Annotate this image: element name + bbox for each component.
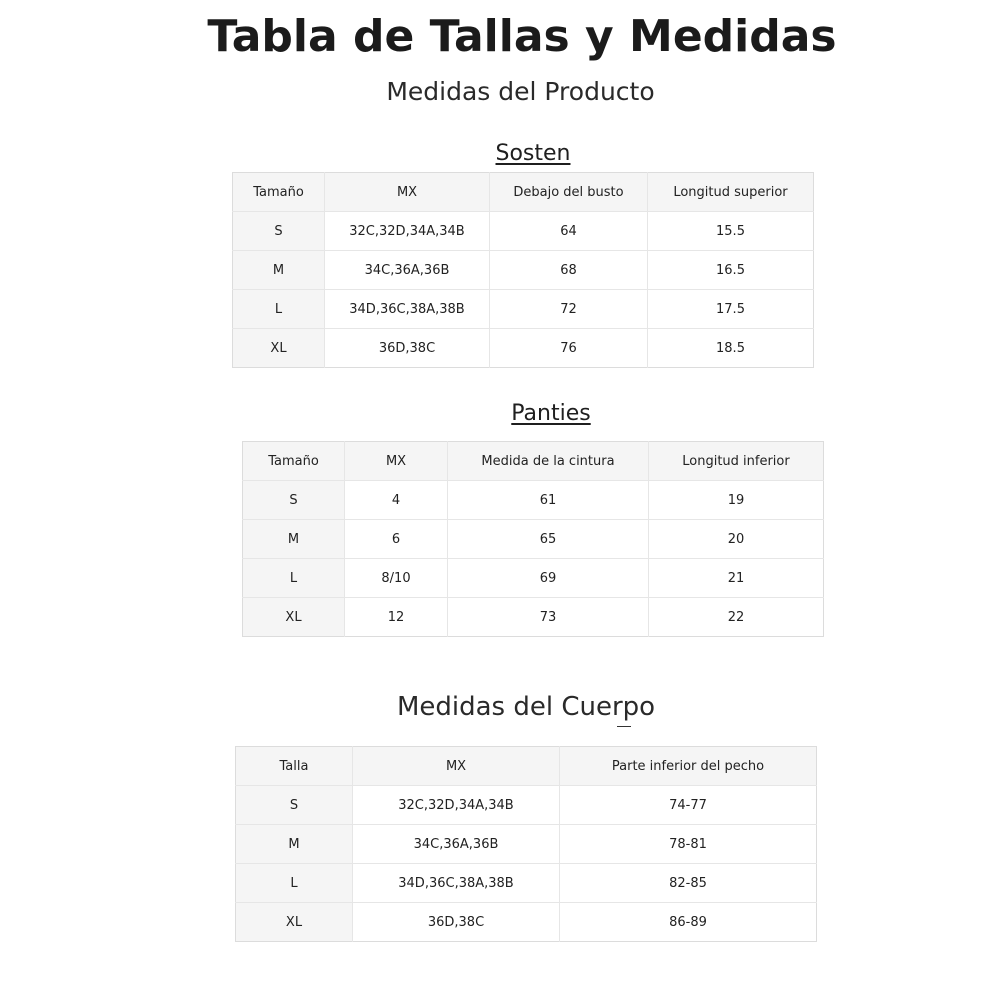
title-underline-mark <box>617 726 631 727</box>
table-row <box>233 251 814 290</box>
page-subtitle: Medidas del Producto <box>386 77 655 106</box>
mx-cell: 34C,36A,36B <box>325 251 490 290</box>
table-header-row <box>233 173 814 212</box>
table-header-row <box>243 442 824 481</box>
table-row <box>243 481 824 520</box>
waist-cell: 65 <box>448 520 649 559</box>
table-row <box>233 212 814 251</box>
table-row <box>233 329 814 368</box>
bra-section-title: Sosten <box>495 141 571 166</box>
mx-cell: 36D,38C <box>353 903 560 942</box>
mx-cell: 34D,36C,38A,38B <box>353 864 560 903</box>
size-cell: XL <box>236 903 353 942</box>
top-length-cell: 17.5 <box>648 290 814 329</box>
bottom-length-cell: 21 <box>649 559 824 598</box>
column-header-underbust: Debajo del busto <box>490 173 648 212</box>
mx-cell: 4 <box>345 481 448 520</box>
underbust-cell: 68 <box>490 251 648 290</box>
column-header-mx: MX <box>353 747 560 786</box>
bottom-length-cell: 20 <box>649 520 824 559</box>
top-length-cell: 15.5 <box>648 212 814 251</box>
panties-size-table <box>242 441 824 637</box>
mx-cell: 6 <box>345 520 448 559</box>
size-cell: XL <box>243 598 345 637</box>
table-header-row <box>236 747 817 786</box>
size-cell: XL <box>233 329 325 368</box>
column-header-bottom-length: Longitud inferior <box>649 442 824 481</box>
mx-cell: 32C,32D,34A,34B <box>353 786 560 825</box>
bra-size-table <box>232 172 814 368</box>
size-cell: L <box>236 864 353 903</box>
column-header-size: Talla <box>236 747 353 786</box>
size-cell: L <box>243 559 345 598</box>
mx-cell: 12 <box>345 598 448 637</box>
column-header-waist: Medida de la cintura <box>448 442 649 481</box>
table-row <box>236 903 817 942</box>
waist-cell: 73 <box>448 598 649 637</box>
underbust-cell: 76 <box>490 329 648 368</box>
size-cell: S <box>236 786 353 825</box>
table-row <box>233 290 814 329</box>
table-row <box>236 864 817 903</box>
table-row <box>243 559 824 598</box>
column-header-mx: MX <box>325 173 490 212</box>
table-row <box>236 825 817 864</box>
mx-cell: 32C,32D,34A,34B <box>325 212 490 251</box>
panties-section-title: Panties <box>511 401 591 426</box>
underbust-range-cell: 86-89 <box>669 914 707 930</box>
top-length-cell: 16.5 <box>648 251 814 290</box>
page-title: Tabla de Tallas y Medidas <box>207 11 837 62</box>
table-row <box>243 598 824 637</box>
column-header-mx: MX <box>345 442 448 481</box>
mx-cell: 34C,36A,36B <box>353 825 560 864</box>
size-cell: M <box>236 825 353 864</box>
body-measurements-title: Medidas del Cuerpo <box>396 692 656 722</box>
table-row <box>243 520 824 559</box>
bottom-length-cell: 22 <box>727 609 745 625</box>
waist-cell: 61 <box>448 481 649 520</box>
size-cell: M <box>233 251 325 290</box>
size-cell: M <box>243 520 345 559</box>
underbust-cell: 72 <box>490 290 648 329</box>
column-header-top-length: Longitud superior <box>648 173 814 212</box>
bottom-length-cell: 19 <box>649 481 824 520</box>
mx-cell: 8/10 <box>345 559 448 598</box>
column-header-underbust: Parte inferior del pecho <box>560 747 817 786</box>
size-cell: L <box>233 290 325 329</box>
mx-cell: 36D,38C <box>325 329 490 368</box>
underbust-range-cell: 82-85 <box>560 864 817 903</box>
table-row <box>236 786 817 825</box>
size-cell: S <box>243 481 345 520</box>
column-header-size: Tamaño <box>243 442 345 481</box>
mx-cell: 34D,36C,38A,38B <box>325 290 490 329</box>
underbust-cell: 64 <box>490 212 648 251</box>
waist-cell: 69 <box>448 559 649 598</box>
underbust-range-cell: 74-77 <box>560 786 817 825</box>
column-header-size: Tamaño <box>233 173 325 212</box>
top-length-cell: 18.5 <box>716 340 745 356</box>
underbust-range-cell: 78-81 <box>560 825 817 864</box>
size-cell: S <box>233 212 325 251</box>
body-size-table <box>235 746 817 942</box>
